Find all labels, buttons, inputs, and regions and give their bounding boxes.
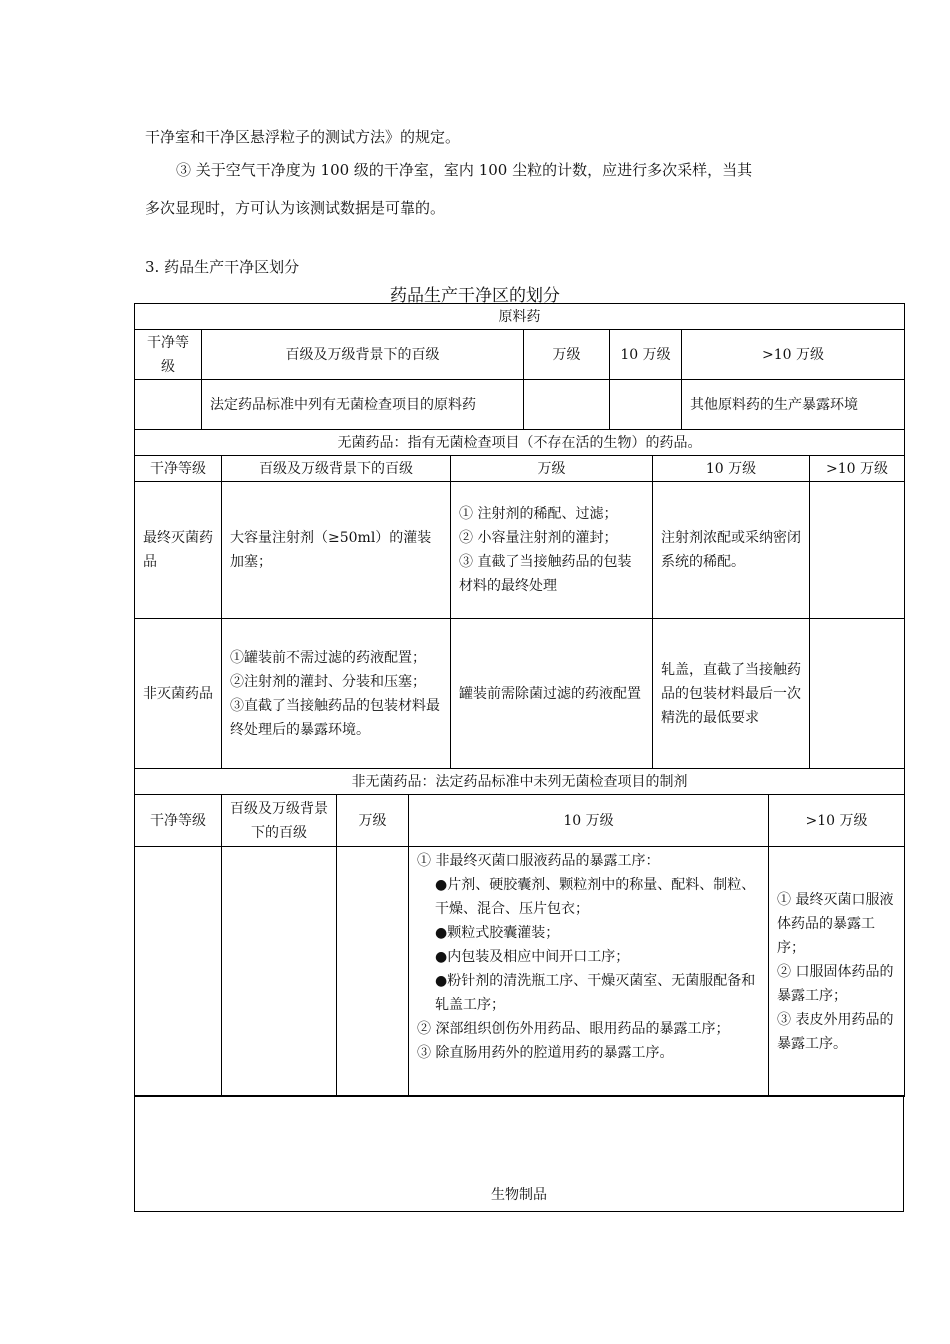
paragraph-3: 多次显现时，方可认为该测试数据是可靠的。: [145, 199, 446, 217]
list-item: ●内包装及相应中间开口工序；: [435, 949, 630, 965]
section-heading: 3. 药品生产干净区划分: [145, 258, 300, 276]
header-class-100k: 10 万级: [409, 795, 769, 847]
list-item: ① 非最终灭菌口服液药品的暴露工序：: [417, 853, 660, 869]
header-class-over-100k: >10 万级: [810, 456, 905, 482]
table-title-biologics: 生物制品: [135, 1096, 904, 1212]
cell-empty: [524, 380, 610, 430]
header-class-10k: 万级: [524, 330, 610, 380]
header-class-100: 百级及万级背景下的百级: [202, 330, 524, 380]
table-non-sterile: [134, 768, 905, 1097]
cell-empty: [610, 380, 682, 430]
list-item: ●片剂、硬胶囊剂、颗粒剂中的称量、配料、制粒、干燥、混合、压片包衣；: [435, 877, 756, 917]
list-item: ③ 除直肠用药外的腔道用药的暴露工序。: [417, 1045, 674, 1061]
header-grade: 干净等级: [135, 456, 222, 482]
cell-empty: [222, 847, 337, 1097]
cell-terminal-class-100k: 注射剂浓配或采纳密闭系统的稀配。: [653, 482, 810, 619]
cell-terminal-class-10k: [451, 482, 653, 619]
list-item: ③ 表皮外用药品的暴露工序。: [777, 1011, 894, 1052]
header-class-10k: 万级: [337, 795, 409, 847]
header-class-100k: 10 万级: [610, 330, 682, 380]
row-label-non-terminal: 非灭菌药品: [135, 619, 222, 769]
list-item: ① 注射剂的稀配、过滤；: [459, 506, 618, 522]
header-class-100: 百级及万级背景下的百级: [222, 795, 337, 847]
header-class-10k: 万级: [451, 456, 653, 482]
cell-empty: [337, 847, 409, 1097]
header-grade: 干净等级: [135, 330, 202, 380]
table-caption: 药品生产干净区的划分: [390, 286, 560, 306]
cell-empty: [810, 619, 905, 769]
list-item: ① 最终灭菌口服液体药品的暴露工序；: [777, 891, 894, 956]
cell-empty: [810, 482, 905, 619]
header-class-over-100k: >10 万级: [769, 795, 905, 847]
header-grade: 干净等级: [135, 795, 222, 847]
table-title-non-sterile: 非无菌药品：法定药品标准中未列无菌检查项目的制剂: [135, 769, 905, 795]
header-class-100k: 10 万级: [653, 456, 810, 482]
cell-raw-class-over-100k: 其他原料药的生产暴露环境: [682, 380, 905, 430]
list-item: ③直截了当接触药品的包装材料最终处理后的暴露环境。: [230, 697, 440, 738]
cell-raw-class-100: 法定药品标准中列有无菌检查项目的原料药: [202, 380, 524, 430]
cell-non-terminal-class-100k: 轧盖，直截了当接触药品的包装材料最后一次精洗的最低要求: [653, 619, 810, 769]
paragraph-1: 干净室和干净区悬浮粒子的测试方法》的规定。: [145, 128, 461, 146]
cell-empty: [135, 380, 202, 430]
list-item: ●颗粒式胶囊灌装；: [435, 925, 560, 941]
list-item: ●粉针剂的清洗瓶工序、干燥灭菌室、无菌服配备和轧盖工序；: [435, 973, 756, 1013]
table-raw-materials: [134, 303, 905, 430]
list-item: ③ 直截了当接触药品的包装材料的最终处理: [459, 554, 632, 594]
list-item: ② 口服固体药品的暴露工序；: [777, 963, 894, 1004]
list-item: ② 深部组织创伤外用药品、眼用药品的暴露工序；: [417, 1021, 730, 1037]
cell-non-terminal-class-100: [222, 619, 451, 769]
table-title-sterile: 无菌药品：指有无菌检查项目（不存在活的生物）的药品。: [135, 430, 905, 456]
cell-empty: [135, 847, 222, 1097]
table-title-raw: 原料药: [135, 304, 905, 330]
cell-non-sterile-class-100k: [409, 847, 769, 1097]
row-label-terminal-sterilized: 最终灭菌药品: [135, 482, 222, 619]
cell-non-sterile-class-over-100k: [769, 847, 905, 1097]
list-item: ② 小容量注射剂的灌封；: [459, 530, 618, 546]
header-class-over-100k: >10 万级: [682, 330, 905, 380]
table-biologics: [134, 1095, 904, 1212]
list-item: ①罐装前不需过滤的药液配置；: [230, 649, 426, 666]
cell-terminal-class-100: 大容量注射剂（≥50ml）的灌装加塞；: [222, 482, 451, 619]
paragraph-2: ③ 关于空气干净度为 100 级的干净室，室内 100 尘粒的计数，应进行多次采样，当其: [176, 161, 753, 179]
table-sterile: [134, 429, 905, 769]
header-class-100: 百级及万级背景下的百级: [222, 456, 451, 482]
cell-non-terminal-class-10k: 罐装前需除菌过滤的药液配置: [451, 619, 653, 769]
list-item: ②注射剂的灌封、分装和压塞；: [230, 673, 426, 690]
